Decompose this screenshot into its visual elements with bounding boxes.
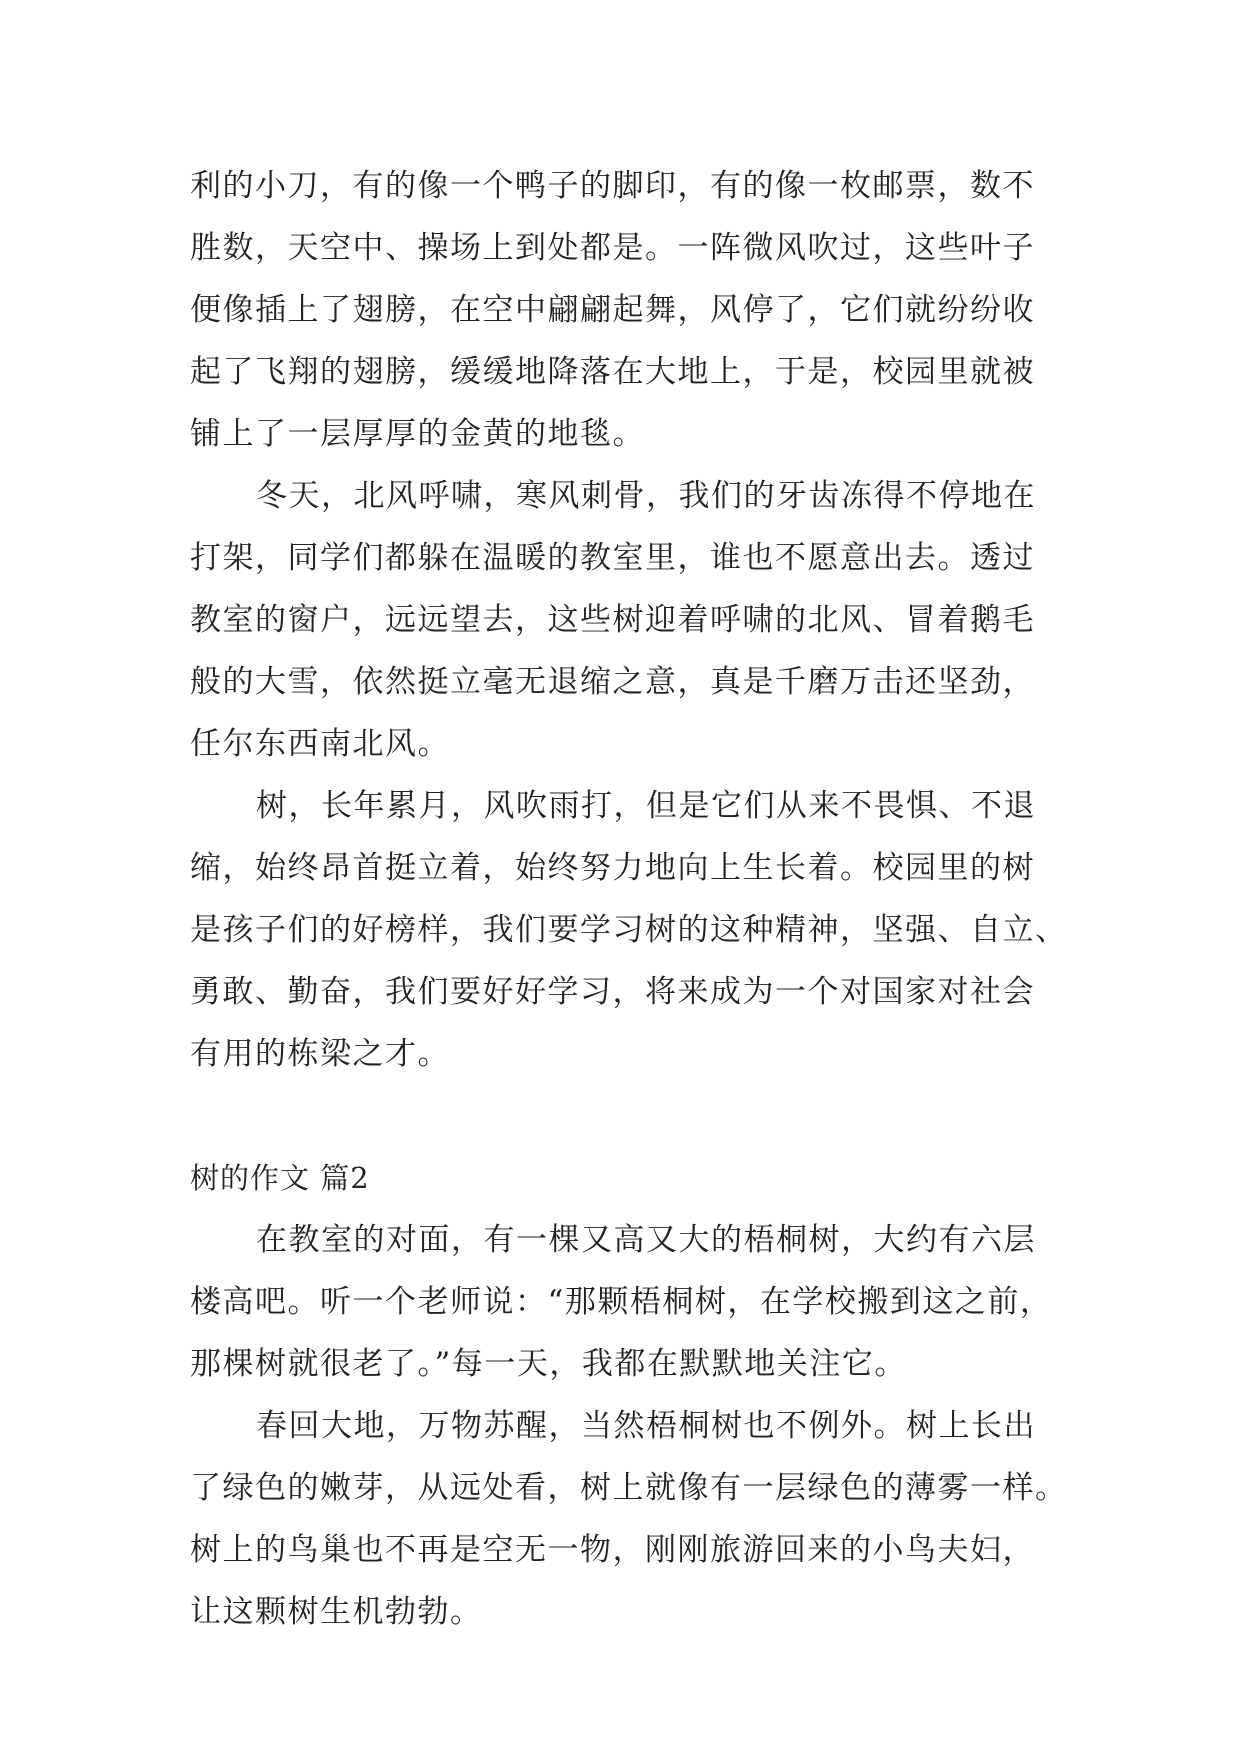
text-line: 打架，同学们都躲在温暖的教室里，谁也不愿意出去。透过 bbox=[190, 540, 1035, 576]
text-line: 般的大雪，依然挺立毫无退缩之意，真是千磨万击还坚劲， bbox=[190, 664, 1035, 700]
paragraph bbox=[190, 155, 1070, 465]
text-line: 铺上了一层厚厚的金黄的地毯。 bbox=[190, 416, 645, 452]
section-heading: 树的作文 篇2 bbox=[190, 1161, 370, 1195]
text-line: 那棵树就很老了。”每一天，我都在默默地关注它。 bbox=[190, 1346, 907, 1382]
text-line: 胜数，天空中、操场上到处都是。一阵微风吹过，这些叶子 bbox=[190, 230, 1035, 266]
text-line: 缩，始终昂首挺立着，始终努力地向上生长着。校园里的树 bbox=[190, 850, 1035, 886]
text-line: 树，长年累月，风吹雨打，但是它们从来不畏惧、不退 bbox=[256, 788, 1036, 824]
paragraph bbox=[190, 1209, 1070, 1395]
text-line: 教室的窗户，远远望去，这些树迎着呼啸的北风、冒着鹅毛 bbox=[190, 602, 1035, 638]
text-line: 是孩子们的好榜样，我们要学习树的这种精神，坚强、自立、 bbox=[190, 912, 1068, 948]
text-line: 勇敢、勤奋，我们要好好学习，将来成为一个对国家对社会 bbox=[190, 974, 1035, 1010]
text-line: 了绿色的嫩芽，从远处看，树上就像有一层绿色的薄雾一样。 bbox=[190, 1470, 1068, 1506]
text-line: 便像插上了翅膀，在空中翩翩起舞，风停了，它们就纷纷收 bbox=[190, 292, 1035, 328]
text-line: 树上的鸟巢也不再是空无一物，刚刚旅游回来的小鸟夫妇， bbox=[190, 1532, 1035, 1568]
paragraph bbox=[190, 1395, 1070, 1643]
text-line: 利的小刀，有的像一个鸭子的脚印，有的像一枚邮票，数不 bbox=[190, 168, 1035, 204]
paragraph bbox=[190, 465, 1070, 775]
section-spacer bbox=[190, 1085, 1070, 1147]
text-line: 在教室的对面，有一棵又高又大的梧桐树，大约有六层 bbox=[256, 1222, 1036, 1258]
paragraph bbox=[190, 775, 1070, 1085]
text-line: 冬天，北风呼啸，寒风刺骨，我们的牙齿冻得不停地在 bbox=[256, 478, 1036, 514]
text-line: 春回大地，万物苏醒，当然梧桐树也不例外。树上长出 bbox=[256, 1408, 1036, 1444]
document-body bbox=[190, 155, 1070, 1643]
text-line: 楼高吧。听一个老师说：“那颗梧桐树，在学校搬到这之前， bbox=[190, 1284, 1053, 1320]
text-line: 起了飞翔的翅膀，缓缓地降落在大地上，于是，校园里就被 bbox=[190, 354, 1035, 390]
text-line: 有用的栋梁之才。 bbox=[190, 1036, 450, 1072]
text-line: 任尔东西南北风。 bbox=[190, 726, 450, 762]
text-line: 让这颗树生机勃勃。 bbox=[190, 1594, 483, 1630]
